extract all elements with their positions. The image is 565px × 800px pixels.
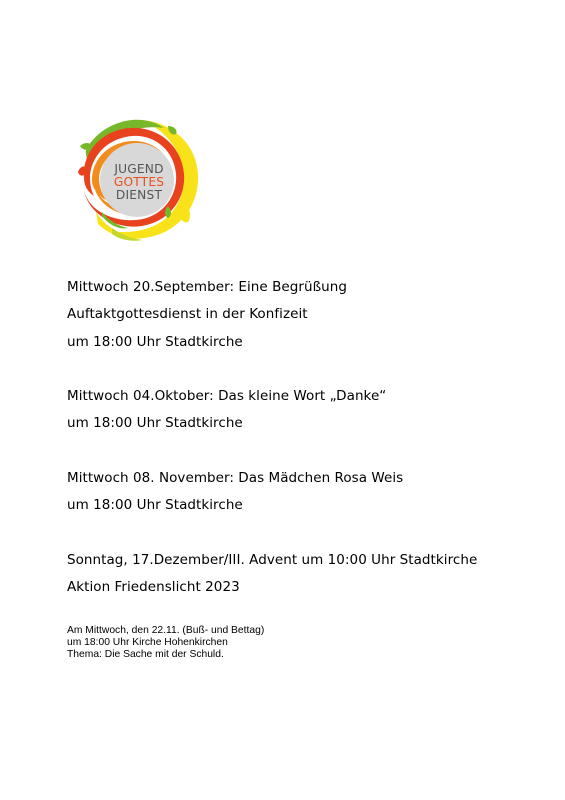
spacer	[67, 356, 547, 383]
event-time-location: um 18:00 Uhr Stadtkirche	[67, 497, 243, 514]
event-october	[67, 383, 547, 438]
note-line-topic: Thema: Die Sache mit der Schuld.	[67, 649, 224, 661]
event-title: Mittwoch 20.September: Eine Begrüßung	[67, 279, 347, 295]
event-title: Mittwoch 04.Oktober: Das kleine Wort „Danke“	[67, 388, 387, 405]
additional-note	[67, 625, 264, 662]
logo-text-jugend: JUGEND	[114, 162, 164, 176]
event-title: Mittwoch 08. November: Das Mädchen Rosa Weis	[67, 470, 404, 487]
event-title: Sonntag, 17.Dezember/III. Advent um 10:00 Uhr Stadtkirche	[67, 551, 478, 568]
event-time-location: um 18:00 Uhr Stadtkirche	[67, 415, 243, 432]
event-description: Auftaktgottesdienst in der Konfizeit	[67, 306, 308, 323]
logo-text-dienst: DIENST	[115, 188, 163, 202]
event-september	[67, 274, 547, 356]
spacer	[67, 520, 547, 547]
event-november	[67, 465, 547, 520]
jugendgottesdienst-logo	[72, 116, 202, 242]
event-list	[67, 274, 547, 602]
event-time-location: um 18:00 Uhr Stadtkirche	[67, 333, 243, 350]
event-december	[67, 547, 547, 602]
note-line-time-location: um 18:00 Uhr Kirche Hohenkirchen	[67, 637, 228, 649]
note-line-date: Am Mittwoch, den 22.11. (Buß- und Bettag)	[67, 625, 265, 636]
spacer	[67, 438, 547, 465]
logo-text-gottes: GOTTES	[113, 175, 165, 189]
event-description: Aktion Friedenslicht 2023	[67, 579, 240, 596]
